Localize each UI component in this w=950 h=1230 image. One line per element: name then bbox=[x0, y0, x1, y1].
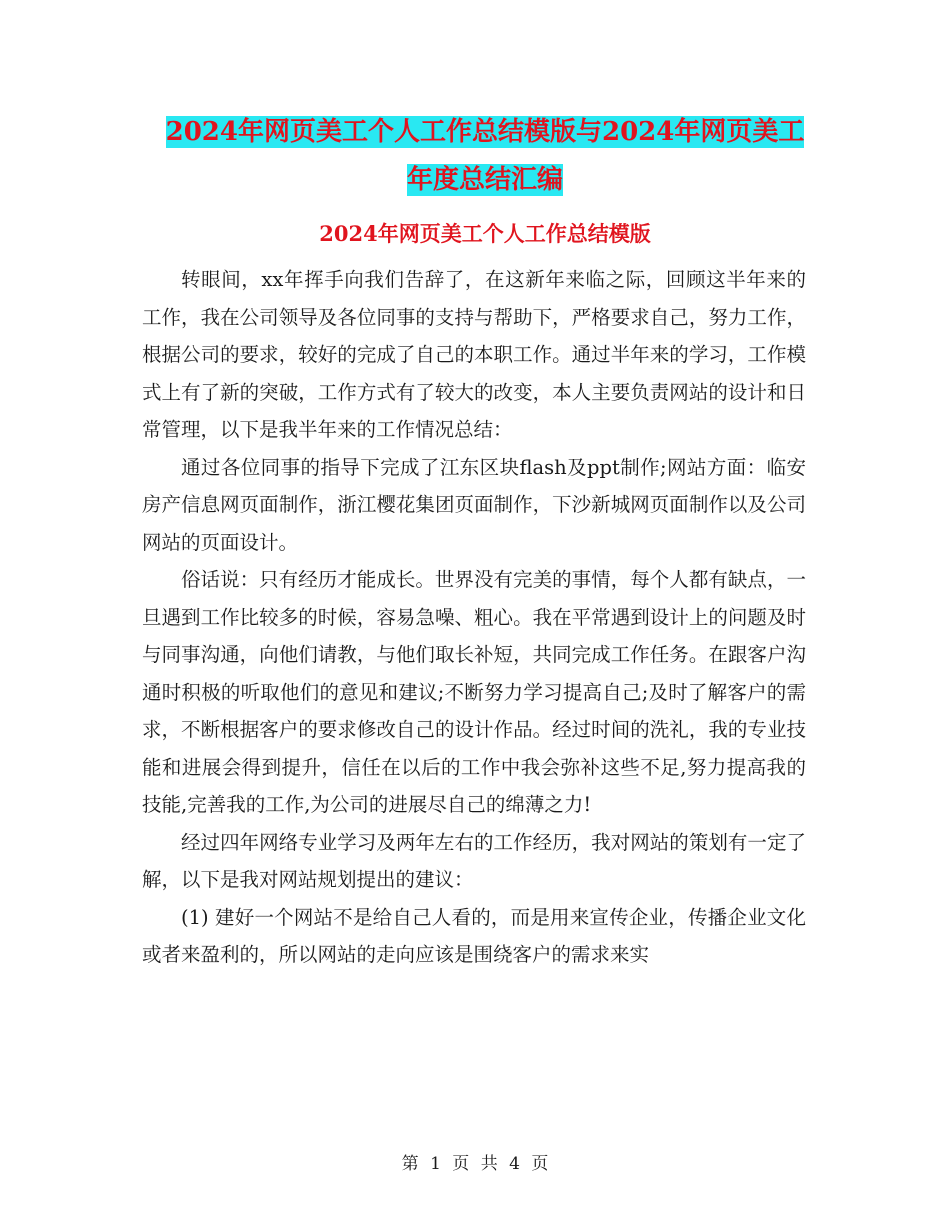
document-title-line-2: 年度总结汇编 bbox=[406, 165, 563, 195]
paragraph-3: 俗话说：只有经历才能成长。世界没有完美的事情，每个人都有缺点，一旦遇到工作比较多的时候，容易急噪、粗心。我在平常遇到设计上的问题及时与同事沟通，向他们请教，与他们取长补短，共同完成工作任务。在跟客户沟通时积极的听取他们的意见和建议;不断努力学习提高自己;及时了解客户的需求，不断根据客户的要求修改自己的设计作品。经过时间的洗礼，我的专业技能和进展会得到提升，信任在以后的工作中我会弥补这些不足,努力提高我的技能,完善我的工作,为公司的进展尽自己的绵薄之力! bbox=[142, 568, 806, 816]
document-title bbox=[140, 108, 830, 204]
section-title: 2024年网页美工个人工作总结模版 bbox=[319, 221, 651, 246]
paragraph-2: 通过各位同事的指导下完成了江东区块flash及ppt制作;网站方面：临安房产信息网页面制作，浙江樱花集团页面制作，下沙新城网页面制作以及公司网站的页面设计。 bbox=[142, 455, 806, 554]
paragraph-5: (1) 建好一个网站不是给自己人看的，而是用来宣传企业，传播企业文化或者来盈利的，所以网站的走向应该是围绕客户的需求来实 bbox=[142, 905, 806, 966]
page-footer: 第 1 页 共 4 页 bbox=[401, 1154, 549, 1174]
document-title-line-1: 2024年网页美工个人工作总结模版与2024年网页美工 bbox=[165, 117, 805, 147]
document-body bbox=[142, 261, 806, 974]
paragraph-1: 转眼间，xx年挥手向我们告辞了，在这新年来临之际，回顾这半年来的工作，我在公司领导及各位同事的支持与帮助下，严格要求自己，努力工作，根据公司的要求，较好的完成了自己的本职工作。通过半年来的学习，工作模式上有了新的突破，工作方式有了较大的改变，本人主要负责网站的设计和日常管理，以下是我半年来的工作情况总结： bbox=[142, 268, 806, 441]
paragraph-4: 经过四年网络专业学习及两年左右的工作经历，我对网站的策划有一定了解，以下是我对网站规划提出的建议： bbox=[142, 830, 806, 891]
